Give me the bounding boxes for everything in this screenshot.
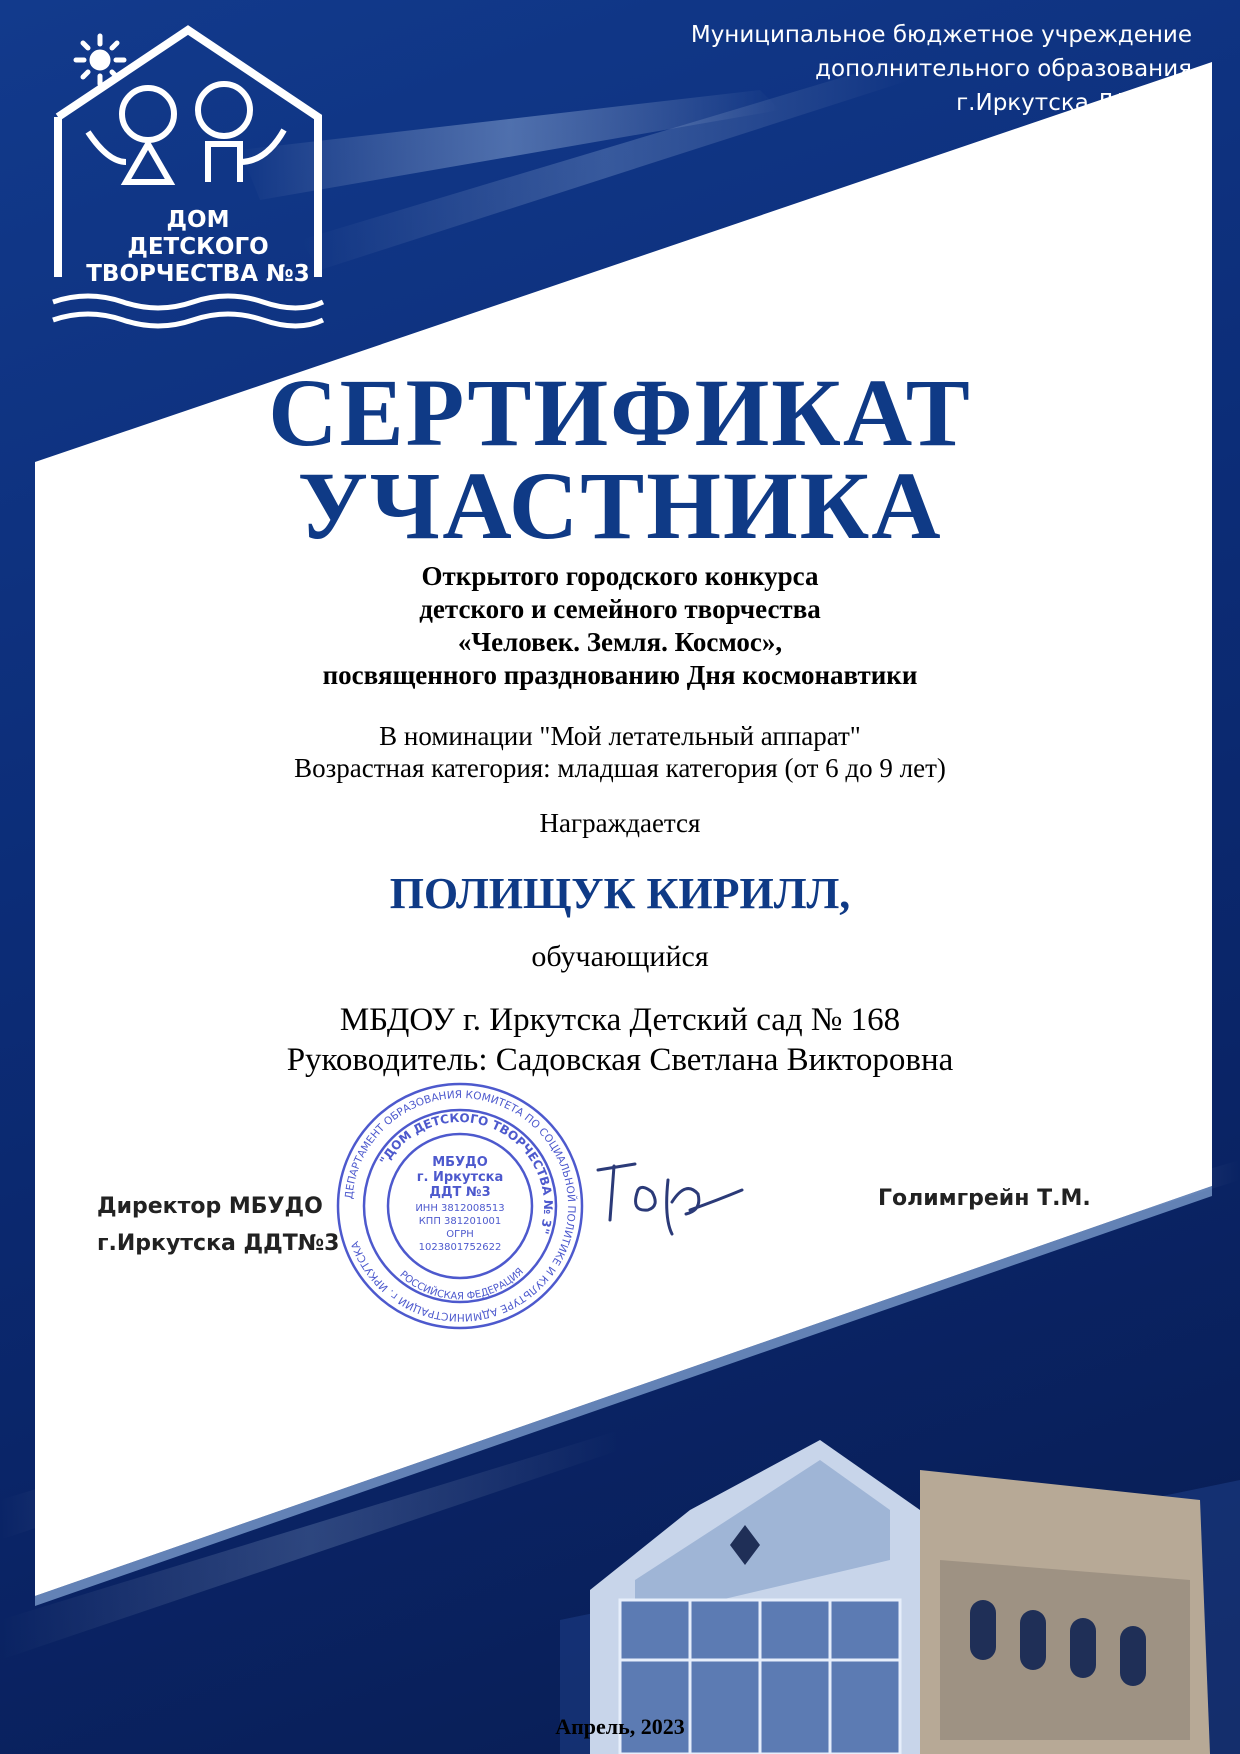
logo-line-1: ДОМ <box>166 207 230 233</box>
contest-line-1: Открытого городского конкурса <box>421 561 819 591</box>
stamp-center-line-3: ДДТ №3 <box>429 1185 491 1200</box>
age-category-text: Возрастная категория: младшая категория (от 6 до 9 лет) <box>294 753 946 783</box>
certificate-title-line-2: УЧАСТНИКА <box>297 452 943 559</box>
organization-line-1: Муниципальное бюджетное учреждение <box>690 22 1192 48</box>
ddt3-logo <box>48 22 328 342</box>
svg-text:РОССИЙСКАЯ ФЕДЕРАЦИЯ <box>397 1266 526 1302</box>
contest-description <box>0 560 1240 692</box>
director-line-1: Директор МБУДО <box>97 1194 323 1219</box>
director-name: Голимгрейн Т.М. <box>878 1186 1091 1211</box>
children-icon <box>88 84 284 182</box>
logo-line-3: ТВОРЧЕСТВА №3 <box>86 261 310 287</box>
school-name: МБДОУ г. Иркутска Детский сад № 168 <box>339 1002 901 1038</box>
nomination-text: В номинации "Мой летательный аппарат" <box>379 721 861 751</box>
contest-line-3: «Человек. Земля. Космос», <box>457 627 783 657</box>
stamp-outer-ring-text: ДЕПАРТАМЕНТ ОБРАЗОВАНИЯ КОМИТЕТА ПО СОЦИАЛЬНОЙ ПОЛИТИКЕ И КУЛЬТУРЕ АДМИНИСТРАЦИИ г. ИРКУТСКА <box>343 1088 578 1324</box>
stamp-kpp: КПП 381201001 <box>418 1216 502 1227</box>
awarded-text: Награждается <box>539 808 701 838</box>
student-text: обучающийся <box>531 940 709 973</box>
building-illustration <box>560 1360 1240 1754</box>
supervisor-name: Руководитель: Садовская Светлана Викторовна <box>286 1042 954 1078</box>
certificate-title-line-1: СЕРТИФИКАТ <box>268 359 972 466</box>
organization-line-2: дополнительного образования <box>815 56 1192 82</box>
organization-header <box>632 18 1192 120</box>
recipient-name: ПОЛИЩУК КИРИЛЛ, <box>389 869 851 918</box>
director-line-2: г.Иркутска ДДТ№3 <box>97 1231 340 1256</box>
stamp-center-line-2: г. Иркутска <box>416 1170 504 1185</box>
director-signature <box>590 1150 750 1245</box>
director-title <box>97 1188 339 1262</box>
waves-icon <box>53 296 323 326</box>
stamp-ogrn: 1023801752622 <box>418 1242 502 1253</box>
contest-line-4: посвященного празднованию Дня космонавтики <box>322 660 918 690</box>
official-stamp <box>334 1080 586 1332</box>
stamp-inn: ИНН 3812008513 <box>415 1203 505 1214</box>
stamp-country-text: РОССИЙСКАЯ ФЕДЕРАЦИЯ <box>397 1266 526 1303</box>
stamp-ogrn-label: ОГРН <box>446 1229 474 1240</box>
logo-line-2: ДЕТСКОГО <box>127 234 269 260</box>
school-block <box>0 1000 1240 1080</box>
stamp-inner-ring-text: "ДОМ ДЕТСКОГО ТВОРЧЕСТВА № 3" <box>376 1110 556 1236</box>
nomination-block <box>0 720 1240 784</box>
stamp-center-line-1: МБУДО <box>432 1155 488 1170</box>
contest-line-2: детского и семейного творчества <box>419 594 821 624</box>
organization-line-3: г.Иркутска ДДТ №3 <box>956 90 1192 116</box>
certificate-date: Апрель, 2023 <box>555 1714 685 1739</box>
